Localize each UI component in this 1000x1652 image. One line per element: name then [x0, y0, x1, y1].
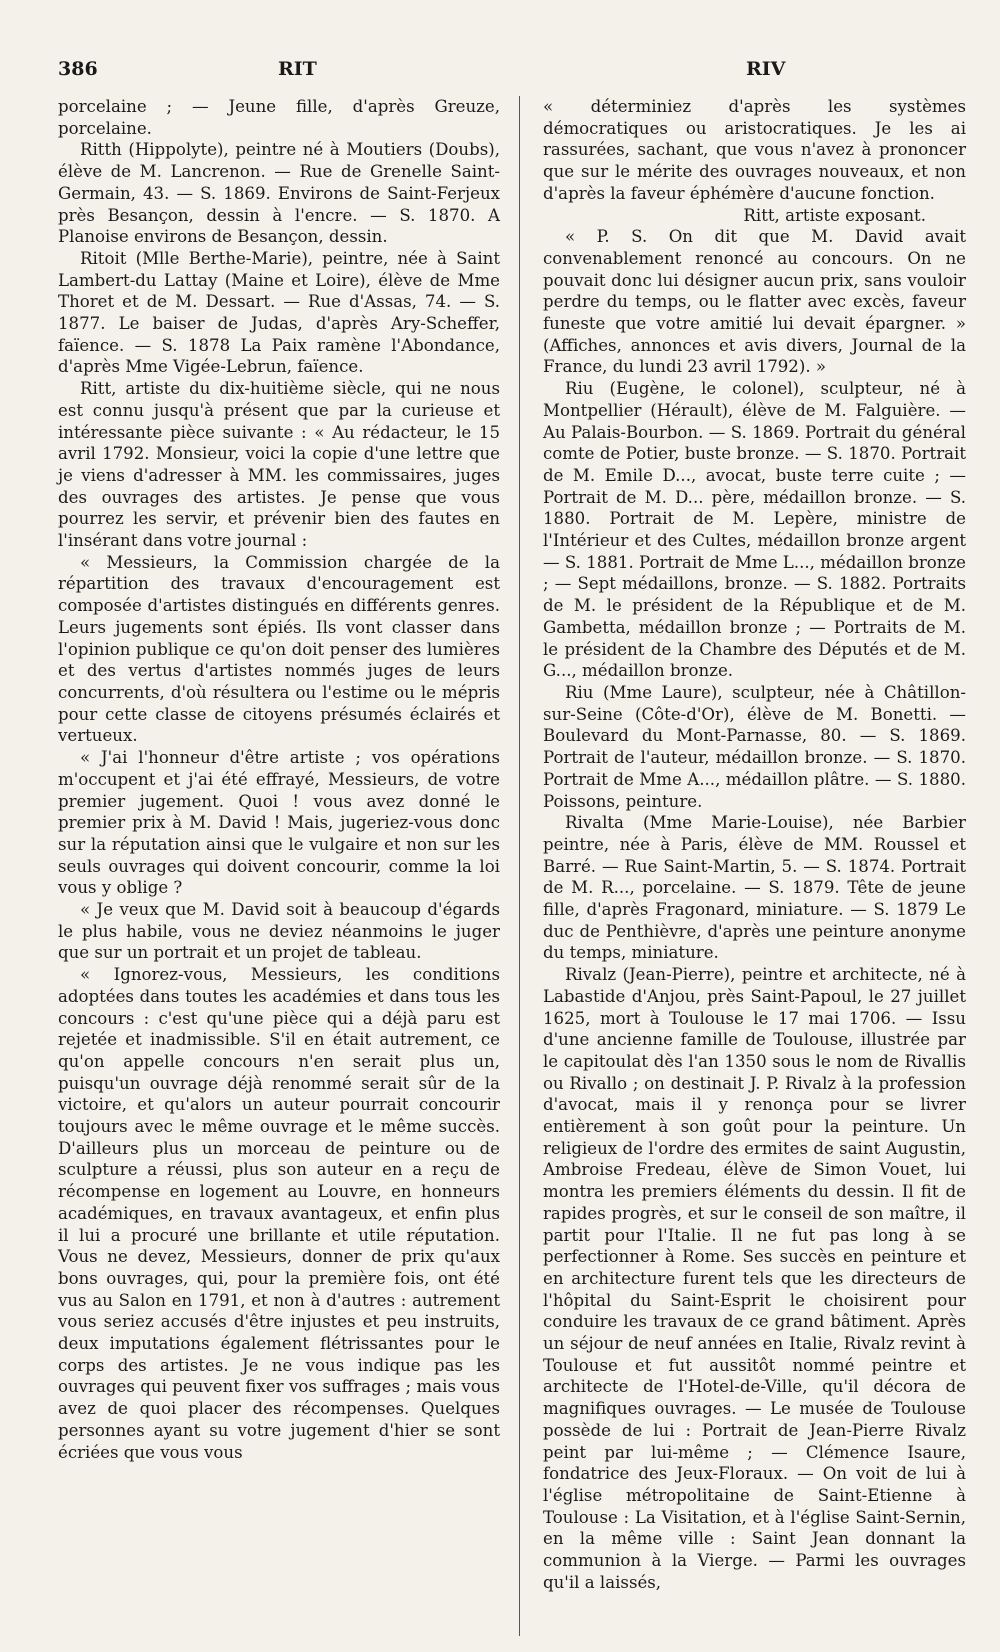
entry-rivalz: Rivalz (Jean-Pierre), peintre et architecte, né à Labastide d'Anjou, près Saint-Papoul, le 27 juillet 1625, mort à Toulouse le 17 mai 1706. — Issu d'une ancienne famille de Toulouse, illustrée par le capitoulat dès l'an 1350 sous le nom de Rivallis ou Rivallo ; on destinait J. P. Rivalz à la profession d'avocat, mais il y renonça pour se livrer entièrement à son goût pour la peinture. Un religieux de l'ordre des ermites de saint Augustin, Ambroise Fredeau, élève de Simon Vouet, lui montra les premiers éléments du dessin. Il fit de rapides progrès, et sur le conseil de son maître, il partit pour l'Italie. Il ne fut pas long à se perfectionner à Rome. Ses succès en peinture et en architecture furent tels que les directeurs de l'hôpital du Saint-Esprit le choisirent pour conduire les travaux de ce grand bâtiment. Après un séjour de neuf années en Italie, Rivalz revint à Toulouse et fut aussitôt nommé peintre et architecte de l'Hotel-de-Ville, qu'il décora de magnifiques ouvrages. — Le musée de Toulouse possède de lui : Portrait de Jean-Pierre Rivalz peint par lui-même ; — Clémence Isaure, fondatrice des Jeux-Floraux. — On voit de lui à l'église métropolitaine de Saint-Etienne à Toulouse : La Visitation, et à l'église Saint-Sernin, en la même ville : Saint Jean donnant la communion à la Vierge. — Parmi les ouvrages qu'il a laissés, [543, 965, 966, 1592]
entry-ritt: Ritt, artiste du dix-huitième siècle, qui ne nous est connu jusqu'à présent que par la curieuse et intéressante pièce suivante : « Au rédacteur, le 15 avril 1792. Monsieur, voici la copie d'une lettre que je viens d'adresser à MM. les commissaires, juges des ouvrages des artistes. Je pense que vous pourrez les servir, et prévenir bien des fautes en l'insérant dans votre journal : [58, 379, 500, 551]
entry-ritoit: Ritoit (Mlle Berthe-Marie), peintre, née à Saint Lambert-du Lattay (Maine et Loire), élève de Mme Thoret et de M. Dessart. — Rue d'Assas, 74. — S. 1877. Le baiser de Judas, d'après Ary-Scheffer, faïence. — S. 1878 La Paix ramène l'Abondance, d'après Mme Vigée-Lebrun, faïence. [58, 248, 500, 377]
letter-signature: Ritt, artiste exposant. [743, 205, 926, 225]
letter-paragraph: « J'ai l'honneur d'être artiste ; vos opérations m'occupent et j'ai été effrayé, Messieurs, de votre premier jugement. Quoi ! vous avez donné le premier prix à M. David ! Mais, jugeriez-vous donc sur la réputation ainsi que le vulgaire et non sur les seuls ouvrages qui doivent concourir, comme la loi vous y oblige ? [58, 748, 500, 898]
right-running-head: RIV [746, 58, 786, 80]
entry-rivalta: Rivalta (Mme Marie-Louise), née Barbier peintre, née à Paris, élève de MM. Roussel et Barré. — Rue Saint-Martin, 5. — S. 1874. Portrait de M. R..., porcelaine. — S. 1879. Tête de jeune fille, d'après Fragonard, miniature. — S. 1879 Le duc de Penthièvre, d'après une peinture anonyme du temps, miniature. [543, 813, 966, 963]
left-column [58, 96, 500, 1463]
letter-paragraph: « Je veux que M. David soit à beaucoup d'égards le plus habile, vous ne deviez néanmoins le juger que sur un portrait et un projet de tableau. [58, 900, 500, 963]
paragraph: porcelaine ; — Jeune fille, d'après Greuze, porcelaine. [58, 97, 500, 138]
left-running-head: RIT [278, 58, 317, 80]
page-header [58, 58, 962, 88]
page-number: 386 [58, 58, 98, 80]
column-divider [519, 96, 520, 1636]
letter-paragraph: « Messieurs, la Commission chargée de la répartition des travaux d'encouragement est composée d'artistes distingués en différents genres. Leurs jugements sont épiés. Ils vont classer dans l'opinion publique ce qu'on doit penser des lumières et des vertus d'artistes nommés juges de leurs concurrents, d'où résultera ou l'estime ou le mépris pour cette classe de citoyens présumés éclairés et vertueux. [58, 552, 500, 746]
letter-paragraph: « déterminiez d'après les systèmes démocratiques ou aristocratiques. Je les ai rassurées, sachant, que vous n'avez à prononcer que sur le mérite des ouvrages nouveaux, et non d'après la faveur éphémère d'aucune fonction. [543, 97, 966, 203]
right-column [543, 96, 966, 1594]
letter-postscript: « P. S. On dit que M. David avait convenablement renoncé au concours. On ne pouvait donc lui désigner aucun prix, sans vouloir perdre du temps, ou le flatter avec excès, faveur funeste que votre amitié lui devait épargner. » (Affiches, annonces et avis divers, Journal de la France, du lundi 23 avril 1792). » [543, 227, 966, 377]
entry-ritth: Ritth (Hippolyte), peintre né à Moutiers (Doubs), élève de M. Lancrenon. — Rue de Grenelle Saint-Germain, 43. — S. 1869. Environs de Saint-Ferjeux près Besançon, dessin à l'encre. — S. 1870. A Planoise environs de Besançon, dessin. [58, 140, 500, 247]
entry-riu-eugene: Riu (Eugène, le colonel), sculpteur, né à Montpellier (Hérault), élève de M. Falguière. — Au Palais-Bourbon. — S. 1869. Portrait du général comte de Potier, buste bronze. — S. 1870. Portrait de M. Emile D..., avocat, buste terre cuite ; — Portrait de M. D... père, médaillon bronze. — S. 1880. Portrait de M. Lepère, ministre de l'Intérieur et des Cultes, médaillon bronze argent — S. 1881. Portrait de Mme L..., médaillon bronze ; — Sept médaillons, bronze. — S. 1882. Portraits de M. le président de la République et de M. Gambetta, médaillon bronze ; — Portraits de M. le président de la Chambre des Députés et de M. G..., médaillon bronze. [543, 379, 966, 681]
letter-paragraph: « Ignorez-vous, Messieurs, les conditions adoptées dans toutes les académies et dans tous les concours : c'est qu'une pièce qui a déjà paru est rejetée et inadmissible. S'il en était autrement, ce qu'on appelle concours n'en serait plus un, puisqu'un ouvrage déjà renommé serait sûr de la victoire, et qu'alors un auteur pourrait concourir toujours avec le même ouvrage et le même succès. D'ailleurs plus un morceau de peinture ou de sculpture a réussi, plus son auteur en a reçu de récompense en logement au Louvre, en honneurs académiques, en travaux avantageux, et enfin plus il lui a procuré une brillante et utile réputation. Vous ne devez, Messieurs, donner de prix qu'aux bons ouvrages, qui, pour la première fois, ont été vus au Salon en 1791, et non à d'autres : autrement vous seriez accusés d'être injustes et peu instruits, deux imputations également flétrissantes pour le corps des artistes. Je ne vous indique pas les ouvrages qui peuvent fixer vos suffrages ; mais vous avez de quoi placer des récompenses. Quelques personnes ayant su votre jugement d'hier se sont écriées que vous vous [58, 965, 500, 1462]
entry-riu-laure: Riu (Mme Laure), sculpteur, née à Châtillon-sur-Seine (Côte-d'Or), élève de M. Bonetti. — Boulevard du Mont-Parnasse, 80. — S. 1869. Portrait de l'auteur, médaillon bronze. — S. 1870. Portrait de Mme A..., médaillon plâtre. — S. 1880. Poissons, peinture. [543, 682, 966, 811]
